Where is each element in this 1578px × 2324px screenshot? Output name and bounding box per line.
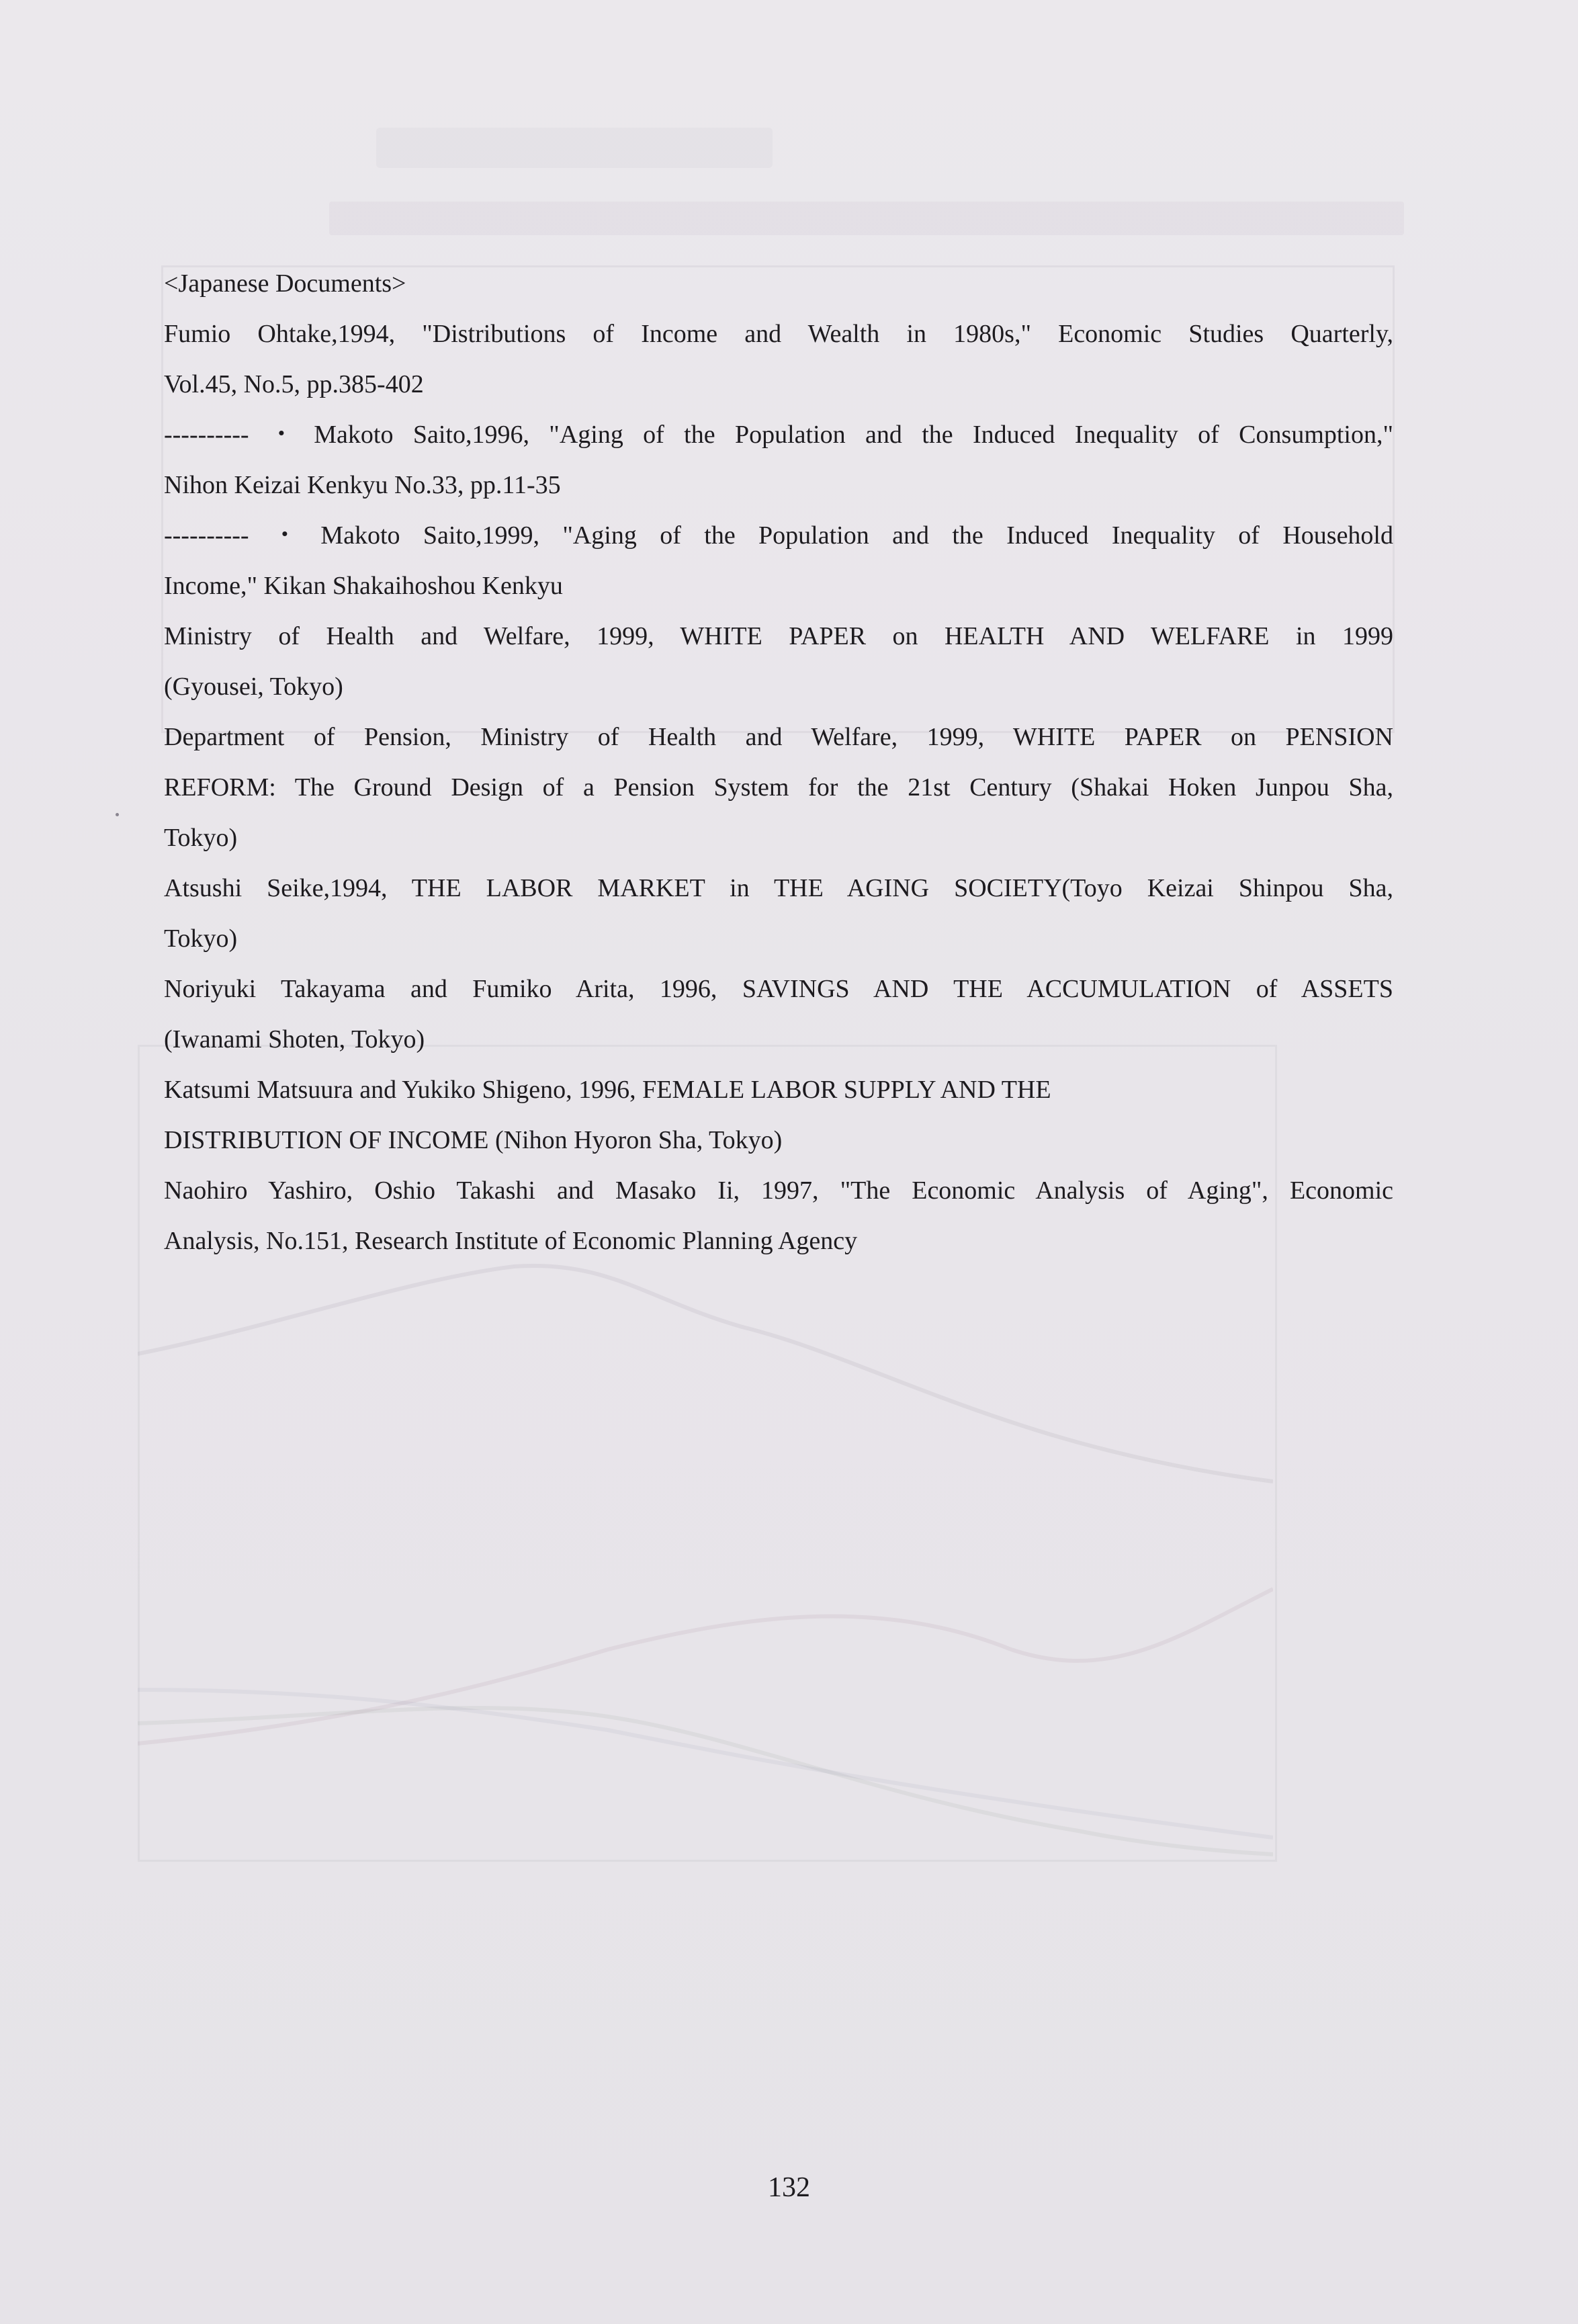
reference-line: Analysis, No.151, Research Institute of Economic Planning Agency: [164, 1227, 858, 1255]
reference-line: REFORM: The Ground Design of a Pension System for the 21st Century (Shakai Hoken Junpou Sha,: [164, 773, 1393, 802]
reference-line: Income," Kikan Shakaihoshou Kenkyu: [164, 572, 563, 600]
bleed-through-title: [329, 202, 1404, 235]
reference-line: DISTRIBUTION OF INCOME (Nihon Hyoron Sha, Tokyo): [164, 1126, 783, 1154]
reference-line: Tokyo): [164, 924, 238, 953]
reference-line: Department of Pension, Ministry of Health and Welfare, 1999, WHITE PAPER on PENSION: [164, 723, 1393, 751]
reference-line: Nihon Keizai Kenkyu No.33, pp.11-35: [164, 471, 561, 499]
reference-line: Katsumi Matsuura and Yukiko Shigeno, 1996, FEMALE LABOR SUPPLY AND THE: [164, 1076, 1051, 1104]
reference-line: (Gyousei, Tokyo): [164, 673, 343, 701]
scan-speck: [116, 813, 119, 816]
page-number: 132: [768, 2172, 810, 2203]
reference-text: Fumio Ohtake,1994, "Distributions of Income and Wealth in 1980s," Economic Studies Quarterly,: [164, 320, 1393, 348]
section-heading: <Japanese Documents>: [164, 269, 406, 298]
reference-line: Ministry of Health and Welfare, 1999, WHITE PAPER on HEALTH AND WELFARE in 1999: [164, 622, 1393, 650]
reference-line: Atsushi Seike,1994, THE LABOR MARKET in THE AGING SOCIETY(Toyo Keizai Shinpou Sha,: [164, 874, 1393, 902]
reference-line: Vol.45, No.5, pp.385-402: [164, 370, 424, 398]
reference-line: (Iwanami Shoten, Tokyo): [164, 1025, 425, 1053]
reference-line: ---------- ・ Makoto Saito,1996, "Aging of the Population and the Induced Inequality of Consumption,": [164, 421, 1393, 449]
reference-line: Naohiro Yashiro, Oshio Takashi and Masako Ii, 1997, "The Economic Analysis of Aging", Economic: [164, 1176, 1393, 1205]
reference-line: Noriyuki Takayama and Fumiko Arita, 1996, SAVINGS AND THE ACCUMULATION of ASSETS: [164, 975, 1393, 1003]
reference-line: ---------- ・ Makoto Saito,1999, "Aging of the Population and the Induced Inequality of Household: [164, 521, 1393, 550]
reference-line: [164, 309, 1393, 359]
bleed-through-band: [376, 128, 773, 168]
reference-list: [164, 259, 1393, 1266]
reference-line: Tokyo): [164, 824, 238, 852]
